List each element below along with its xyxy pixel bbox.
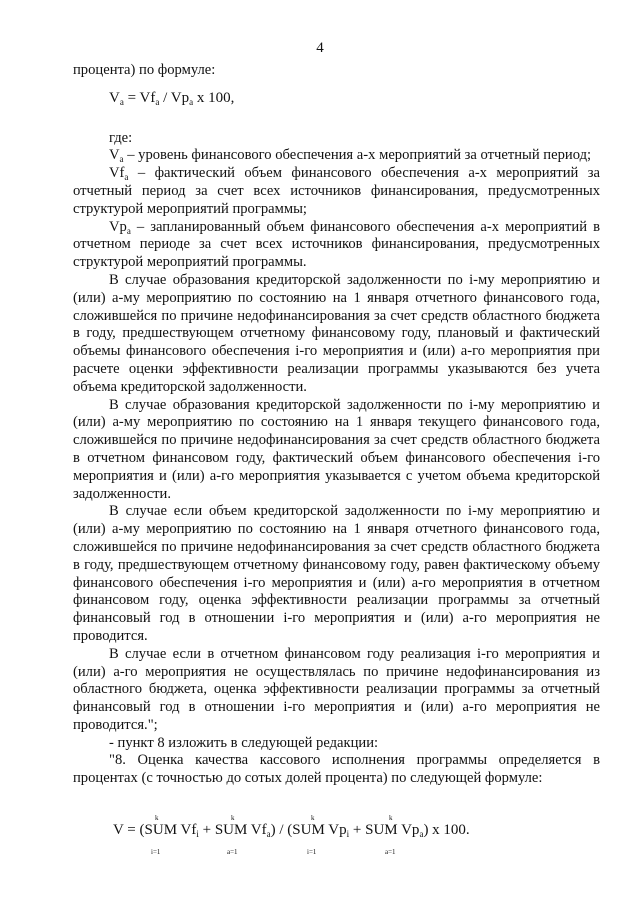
- sum2-upper-limit: k: [231, 814, 235, 823]
- def-symbol-vpa-sub: a: [126, 225, 131, 236]
- formula1-lhs-sub: a: [119, 96, 124, 107]
- paragraph: В случае если объем кредиторской задолженности по i-му мероприятию и (или) а-му мероприятию по состоянию на 1 января отчетного финансового года, сложившейся по причине недофинансирования за счет средств областного бюджета в году, предшествующем отчетному финансовому году, равен фактическому объему финансового обеспечения i-го мероприятия и (или) а-го мероприятия в отчетном финансовом году, оценка эффективности реализации программы за отчетный финансовый год в отношении i-го мероприятия и (или) а-го мероприятия не проводится.: [73, 503, 600, 644]
- formula2-part: + SUM Vp: [349, 822, 420, 839]
- sum1-lower-limit: i=1: [151, 848, 161, 857]
- formula2-part: ) x 100.: [423, 822, 470, 839]
- paragraph: В случае образования кредиторской задолженности по i-му мероприятию и (или) а-му мероприятию по состоянию на 1 января текущего финансового года, сложившейся по причине недофинансирования за счет средств областного бюджета в отчетном финансовом году, фактический объем финансового обеспечения i-го мероприятия и (или) а-го мероприятия указывается с учетом объема кредиторской задолженности.: [73, 396, 600, 502]
- def-text-vpa: – запланированный объем финансового обеспечения а-х мероприятий в отчетном периоде за счет всех источников финансирования, предусмотренных структурой мероприятий программы.: [73, 218, 600, 271]
- formula2-expression: [113, 822, 470, 840]
- document-body: [73, 62, 600, 857]
- formula1-eq: = Vf: [123, 89, 156, 106]
- definition-vfa: [73, 165, 600, 218]
- def-symbol-vfa-sub: a: [124, 172, 129, 183]
- formula2-sub: a: [266, 829, 271, 840]
- sum3-upper-limit: k: [311, 814, 315, 823]
- def-text-vfa: – фактический объем финансового обеспечения а-х мероприятий за отчетный период за счет всех источников финансирования, предусмотренных структурой мероприятий программы;: [73, 165, 600, 217]
- formula-1: [109, 90, 600, 108]
- formula1-sub2: a: [189, 96, 194, 107]
- def-symbol-vfa: Vf: [109, 165, 125, 182]
- formula2-part: V = (SUM Vf: [113, 822, 197, 839]
- formula2-part: + SUM Vf: [198, 822, 267, 839]
- formula1-lhs: V: [109, 89, 120, 106]
- amendment-line: - пункт 8 изложить в следующей редакции:: [109, 734, 379, 751]
- formula2-sub: i: [346, 829, 350, 840]
- formula1-mid: / Vp: [159, 89, 190, 106]
- sum2-lower-limit: a=1: [227, 848, 238, 857]
- formula-2: [113, 810, 600, 857]
- where-label: где:: [109, 129, 133, 146]
- formula1-sub1: a: [155, 96, 160, 107]
- formula2-sub: i: [196, 829, 199, 840]
- def-symbol-va: V: [109, 147, 120, 164]
- paragraph: В случае если в отчетном финансовом году реализация i-го мероприятия и (или) а-го мероприятия не осуществлялась по причине недофинансирования из областного бюджета, оценка эффективности реализации программы за отчетный финансовый год в отношении i-го мероприятия и (или) а-го мероприятия не проводится.";: [73, 645, 600, 733]
- def-symbol-va-sub: a: [119, 154, 124, 165]
- sum4-upper-limit: k: [389, 814, 393, 823]
- definition-vpa: [73, 219, 600, 272]
- formula2-sub: a: [419, 829, 424, 840]
- def-text-va: – уровень финансового обеспечения а-х мероприятий за отчетный период;: [127, 147, 592, 164]
- def-symbol-vpa: Vp: [109, 218, 127, 235]
- definition-va: [73, 147, 600, 165]
- paragraph: В случае образования кредиторской задолженности по i-му мероприятию и (или) а-му мероприятию по состоянию на 1 января отчетного финансового года, сложившейся по причине недофинансирования за счет средств областного бюджета в году, предшествующем отчетному финансовому году, плановый и фактический объемы финансового обеспечения i-го мероприятия и (или) а-го мероприятия при расчете оценки эффективности реализации программы указываются без учета объема кредиторской задолженности.: [73, 271, 600, 395]
- formula2-part: ) / (SUM Vp: [270, 822, 347, 839]
- page-number: 4: [316, 40, 324, 56]
- intro-line: процента) по формуле:: [73, 62, 216, 78]
- sum3-lower-limit: i=1: [307, 848, 317, 857]
- formula1-tail: x 100,: [193, 89, 235, 106]
- sum4-lower-limit: a=1: [385, 848, 396, 857]
- sum1-upper-limit: k: [155, 814, 159, 823]
- paragraph-8: "8. Оценка качества кассового исполнения программы определяется в процентах (с точностью до сотых долей процента) по следующей формуле:: [73, 752, 600, 787]
